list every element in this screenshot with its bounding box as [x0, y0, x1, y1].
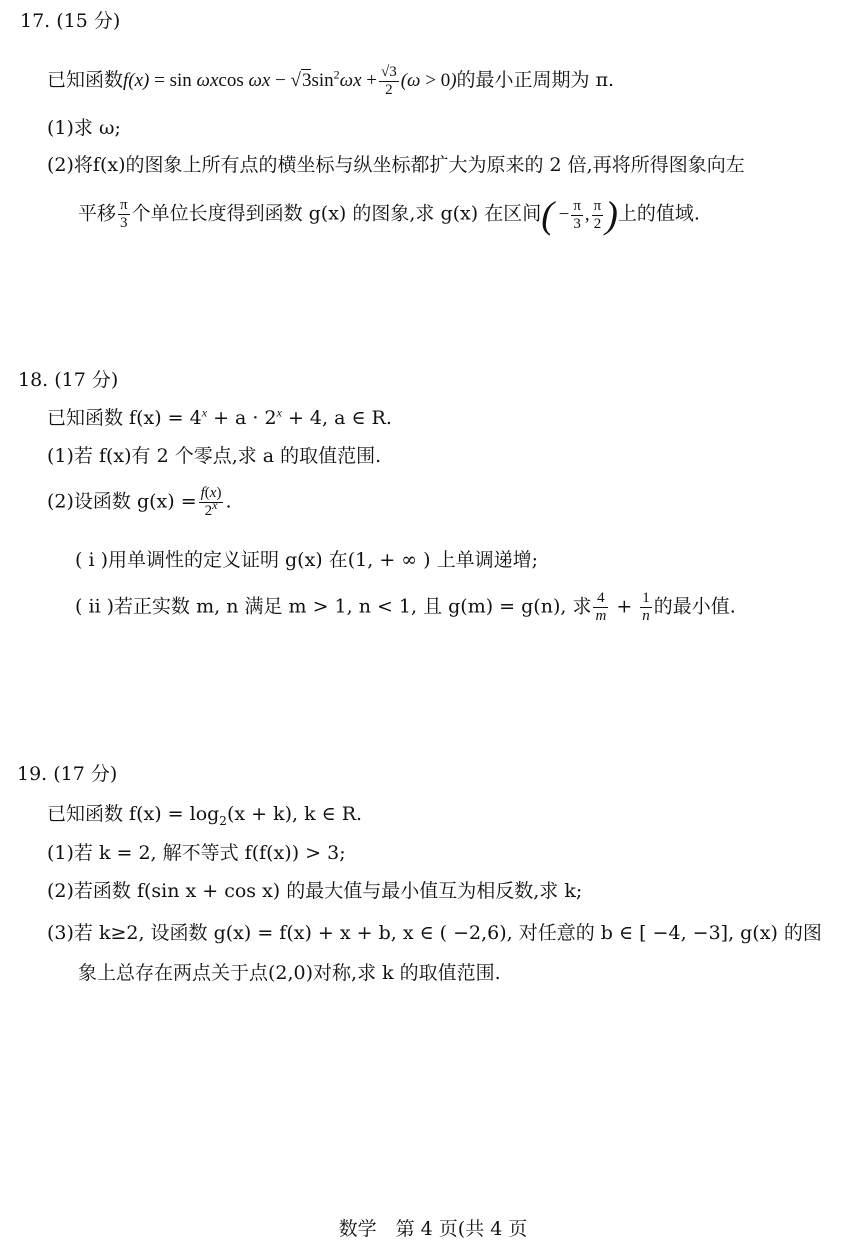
q17-part1: (1)求 ω; [47, 117, 121, 139]
q18-g-fraction: $\frac{f(x)}{2^x}$ [200, 485, 222, 519]
q18-1-over-n: $\frac{1}{n}$ [642, 590, 650, 624]
q19-header: 19. (17 分) [17, 763, 118, 785]
q18-sub-i: ( ⅰ )用单调性的定义证明 g(x) 在(1, + ∞ ) 上单调递增; [75, 549, 539, 571]
q19-part2: (2)若函数 f(sin x + cos x) 的最大值与最小值互为相反数,求 k; [47, 880, 583, 902]
q17-stem [47, 64, 614, 99]
q17-part2-line1: (2)将f(x)的图象上所有点的横坐标与纵坐标都扩大为原来的 2 倍,再将所得图象向左 [47, 154, 745, 176]
q17-part2-mid: 个单位长度得到函数 g(x) 的图象,求 g(x) 在区间 [131, 202, 542, 225]
q18-stem-tail: + 4, a ∈ R. [281, 407, 392, 429]
q17-part2-tail: 上的值域. [617, 202, 700, 225]
q18-part1: (1)若 f(x)有 2 个零点,求 a 的取值范围. [47, 445, 382, 467]
q18-stem-lead: 已知函数 f(x) = 4 [47, 407, 202, 429]
q19-part3-line1: (3)若 k≥2, 设函数 g(x) = f(x) + x + b, x ∈ ( −2,6), 对任意的 b ∈ [ −4, −3], g(x) 的图 [47, 922, 822, 944]
q19-stem-lead: 已知函数 f(x) = log [47, 803, 220, 825]
q17-stem-lead: 已知函数 [47, 68, 124, 91]
q17-sqrt3-over-2: $\frac{√3}{2}$ [381, 64, 397, 98]
q19-part1: (1)若 k = 2, 解不等式 f(f(x)) > 3; [47, 842, 346, 864]
q18-stem-mid: + a · 2 [207, 407, 277, 429]
q18-sub-ii: ( ⅱ )若正实数 m, n 满足 m > 1, n < 1, 且 g(m) = g(n), 求 $\frac{4}{m}$ + $\frac{1}{n}$ 的最小值. [75, 590, 736, 624]
q18-header: 18. (17 分) [18, 369, 119, 391]
q17-formula: f(x) = sin ωxcos $\omega x - √3\sin^2\omega x$ + $\frac{√3}{2}$ (ω > 0) [123, 64, 457, 98]
q17-part2-line2 [78, 194, 700, 237]
q18-sub-ii-tail: 的最小值. [653, 595, 736, 618]
q17-pi-over-3: $\frac{\pi}{3}$ [120, 197, 128, 231]
q17-stem-tail: 的最小正周期为 π. [456, 68, 615, 91]
q19-stem: 已知函数 $f(x) = \log_2(x + k)$, k ∈ R. [47, 803, 363, 828]
q18-part2-lead: (2)设函数 g(x) = [47, 490, 197, 513]
q17-part2-shift-label: 平移 [78, 202, 117, 225]
q19-part3-line2: 象上总存在两点关于点(2,0)对称,求 k 的取值范围. [78, 962, 501, 984]
q18-sub-ii-lead: ( ⅱ )若正实数 m, n 满足 m > 1, n < 1, 且 g(m) = g(n), 求 [75, 595, 592, 618]
q17-interval: ( − $\frac{\pi}{3}$ , $\frac{\pi}{2}$ ) [541, 194, 618, 237]
q18-part2: (2)设函数 g(x) = $\frac{f(x)}{2^x}$ . [47, 485, 232, 519]
q17-header: 17. (15 分) [20, 10, 121, 32]
q18-4-over-m: $\frac{4}{m}$ [595, 590, 607, 624]
q19-stem-tail: (x + k), k ∈ R. [226, 803, 363, 825]
page-footer: 数学 第 4 页(共 4 页 [338, 1218, 528, 1240]
q18-stem: 已知函数 $f(x) = 4^x + a \cdot 2^x + 4$, a ∈ R. [47, 405, 392, 429]
